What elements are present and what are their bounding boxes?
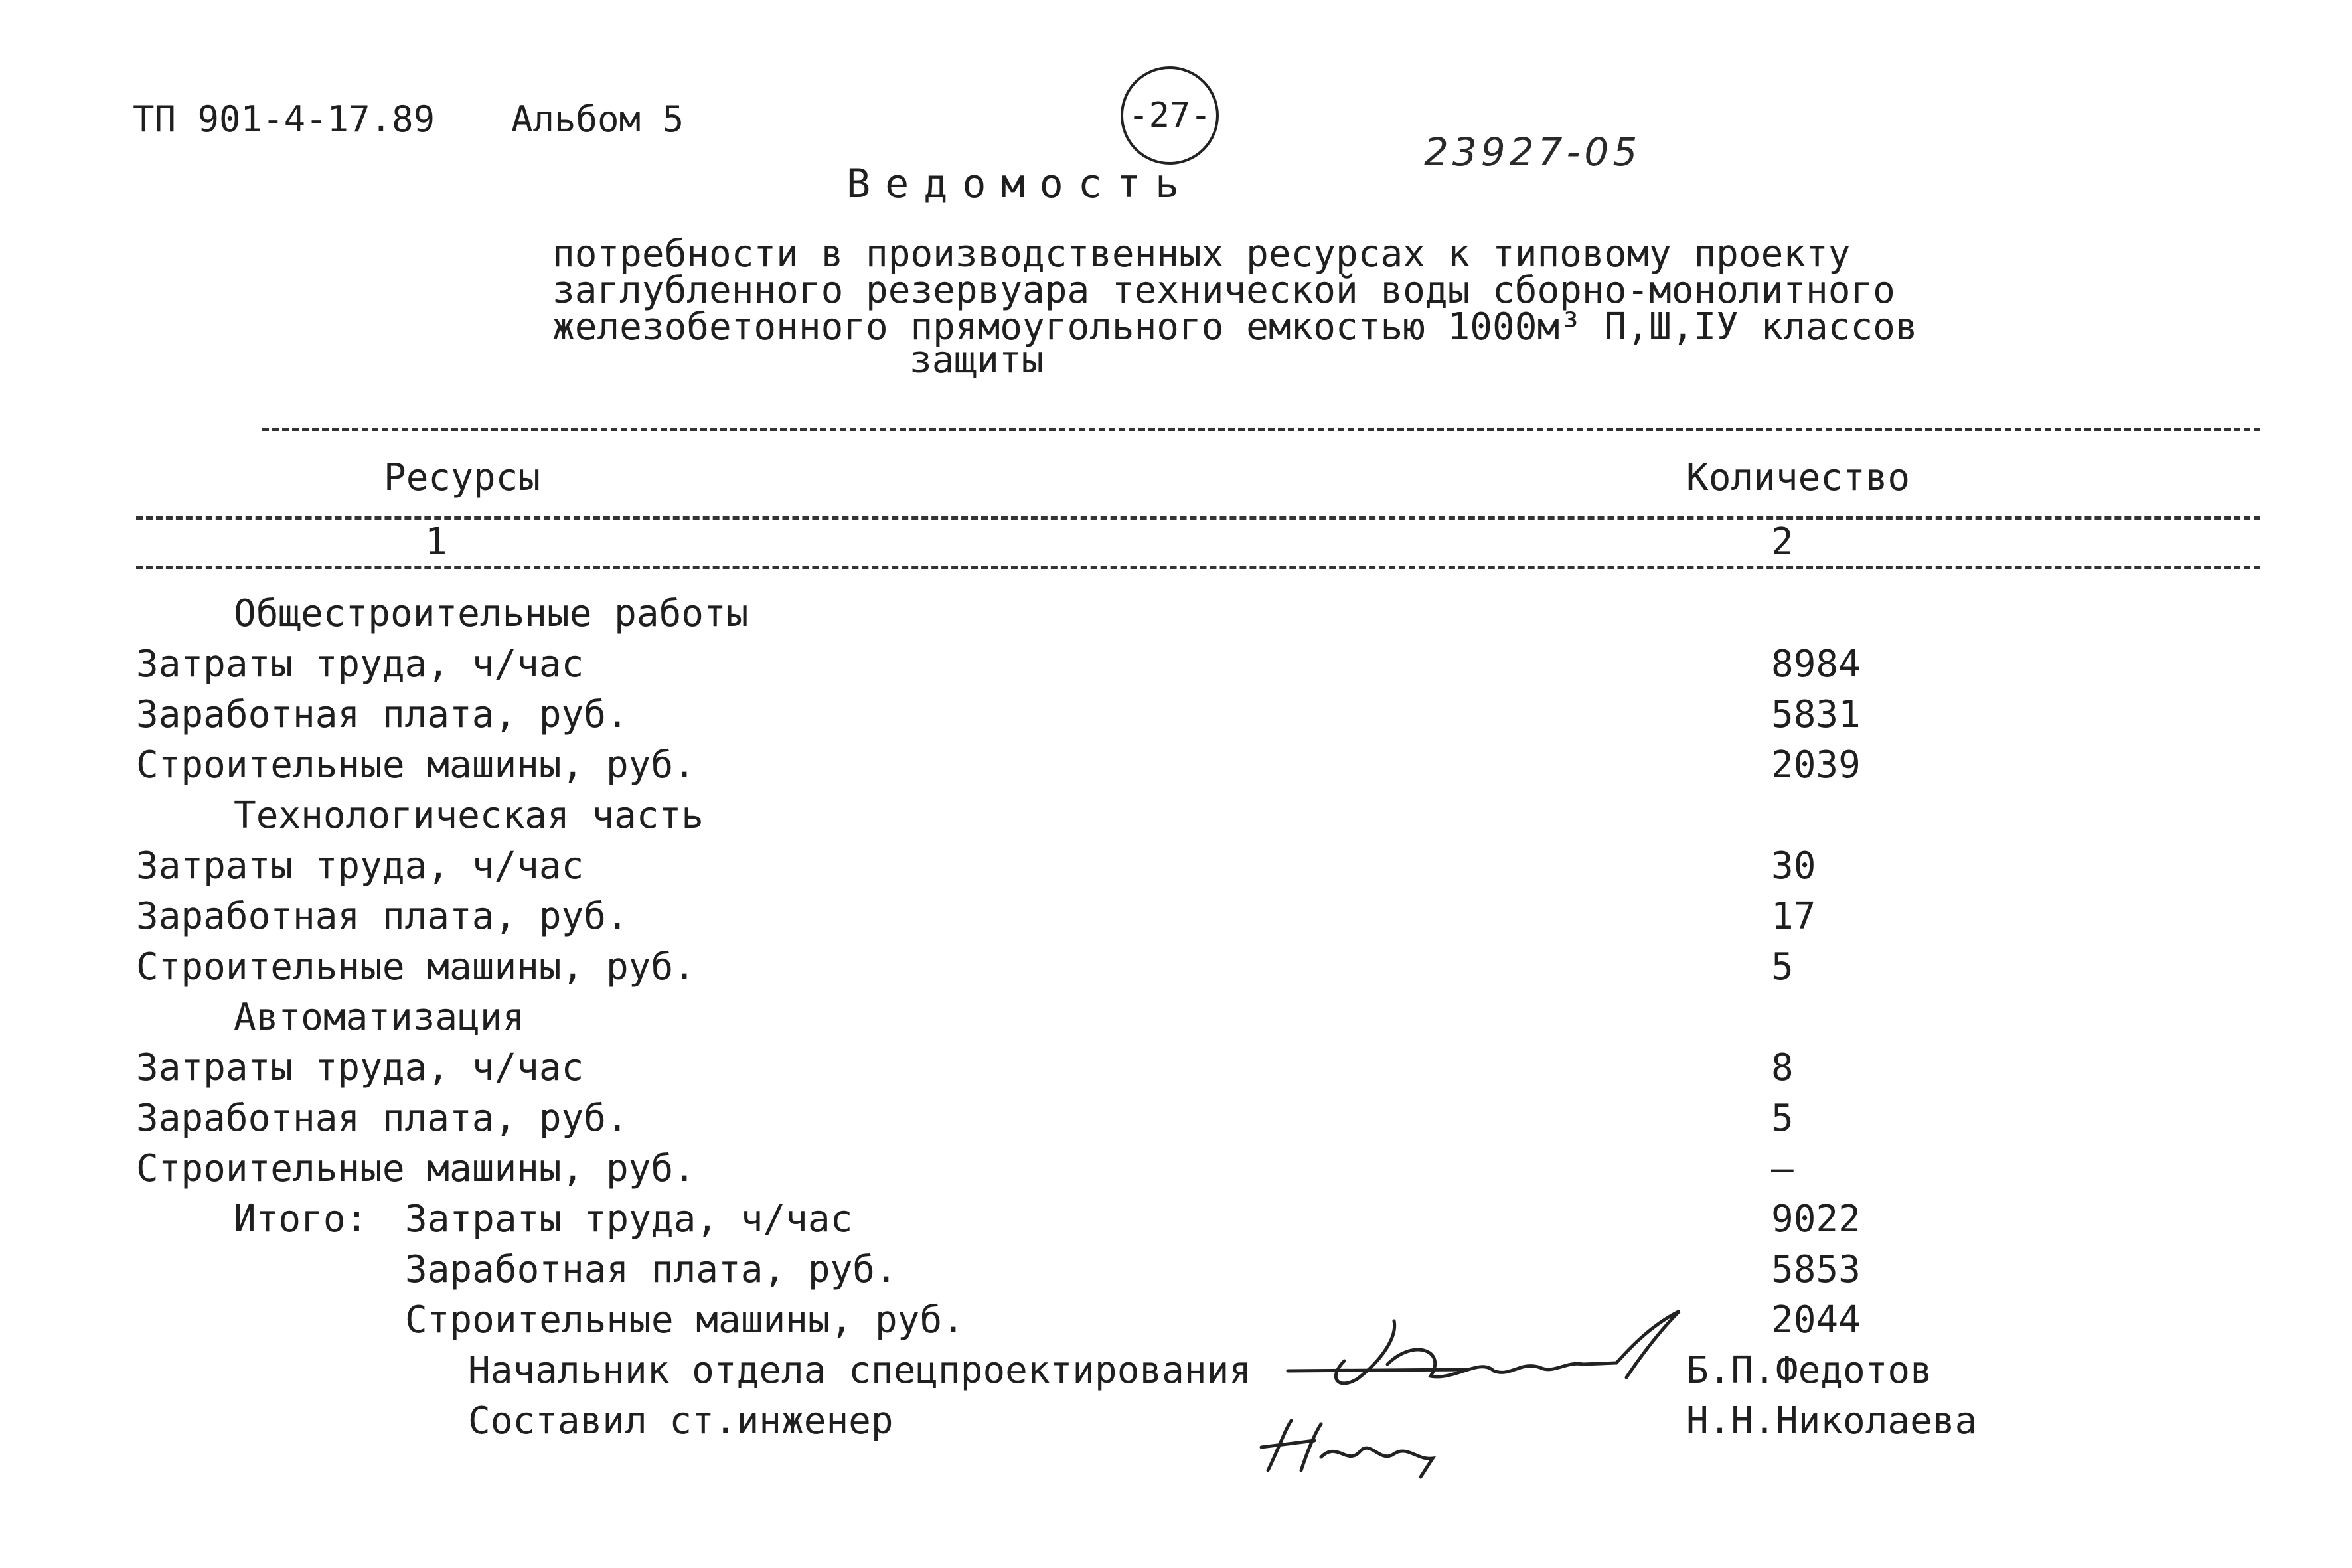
row-label: Затраты труда, ч/час: [136, 844, 584, 888]
signature-role: Начальник отдела спецпроектирования: [468, 1349, 1252, 1392]
row-value: –: [1771, 1147, 1794, 1190]
row-label: Затраты труда, ч/час: [136, 643, 584, 686]
signatory-name: Н.Н.Николаева: [1686, 1399, 1978, 1443]
column-header-resources: Ресурсы: [384, 456, 541, 499]
totals-row-label: Строительные машины, руб.: [405, 1298, 965, 1342]
section-heading: Технологическая часть: [234, 794, 704, 837]
page-number-text: -27-: [1128, 96, 1212, 135]
row-value: 17: [1771, 895, 1816, 938]
row-label: Строительные машины, руб.: [136, 1147, 696, 1190]
section-heading: Общестроительные работы: [234, 592, 749, 635]
totals-row-value: 2044: [1771, 1298, 1861, 1342]
row-label: Заработная плата, руб.: [136, 693, 629, 736]
row-value: 8: [1771, 1046, 1794, 1089]
row-label: Затраты труда, ч/час: [136, 1046, 584, 1089]
row-value: 5: [1771, 1097, 1794, 1140]
totals-row-value: 9022: [1771, 1198, 1861, 1241]
page-number: [1121, 66, 1219, 165]
row-value: 2039: [1771, 744, 1861, 787]
table-numbers-rule: [136, 566, 2260, 569]
subtitle-line-4: защиты: [909, 339, 1044, 382]
row-value: 30: [1771, 844, 1816, 888]
subtitle-line-1: потребности в производственных ресурсах к типовому проекту: [552, 232, 1851, 275]
table-header-rule: [136, 516, 2260, 520]
totals-row-label: Заработная плата, руб.: [405, 1248, 898, 1291]
row-value: 8984: [1771, 643, 1861, 686]
row-label: Строительные машины, руб.: [136, 744, 696, 787]
page-title: Ведомость: [846, 161, 1194, 207]
subtitle-line-3: железобетонного прямоугольного емкостью 1000м³ П,Ш,IУ классов: [552, 305, 1918, 349]
document-code: ТП 901-4-17.89: [133, 98, 435, 140]
signature-mark: [1281, 1298, 1719, 1397]
section-heading: Автоматизация: [234, 996, 525, 1039]
row-label: Строительные машины, руб.: [136, 945, 696, 988]
album-label: Альбом 5: [511, 98, 684, 140]
signature-role: Составил ст.инженер: [468, 1399, 894, 1443]
row-value: 5831: [1771, 693, 1861, 736]
row-label: Заработная плата, руб.: [136, 1097, 629, 1140]
totals-row-value: 5853: [1771, 1248, 1861, 1291]
registration-number: 23927-05: [1424, 129, 1642, 175]
column-header-quantity: Количество: [1686, 456, 1911, 499]
totals-label: Итого:: [234, 1198, 368, 1241]
table-top-rule: [262, 428, 2260, 431]
row-label: Заработная плата, руб.: [136, 895, 629, 938]
column-number-1: 1: [425, 520, 447, 564]
subtitle-line-2: заглубленного резервуара технической воды сборно-монолитного: [552, 269, 1895, 312]
totals-row-label: Затраты труда, ч/час: [405, 1198, 853, 1241]
column-number-2: 2: [1771, 520, 1794, 564]
signatory-name: Б.П.Федотов: [1686, 1349, 1932, 1392]
signature-mark: [1255, 1411, 1460, 1484]
row-value: 5: [1771, 945, 1794, 988]
